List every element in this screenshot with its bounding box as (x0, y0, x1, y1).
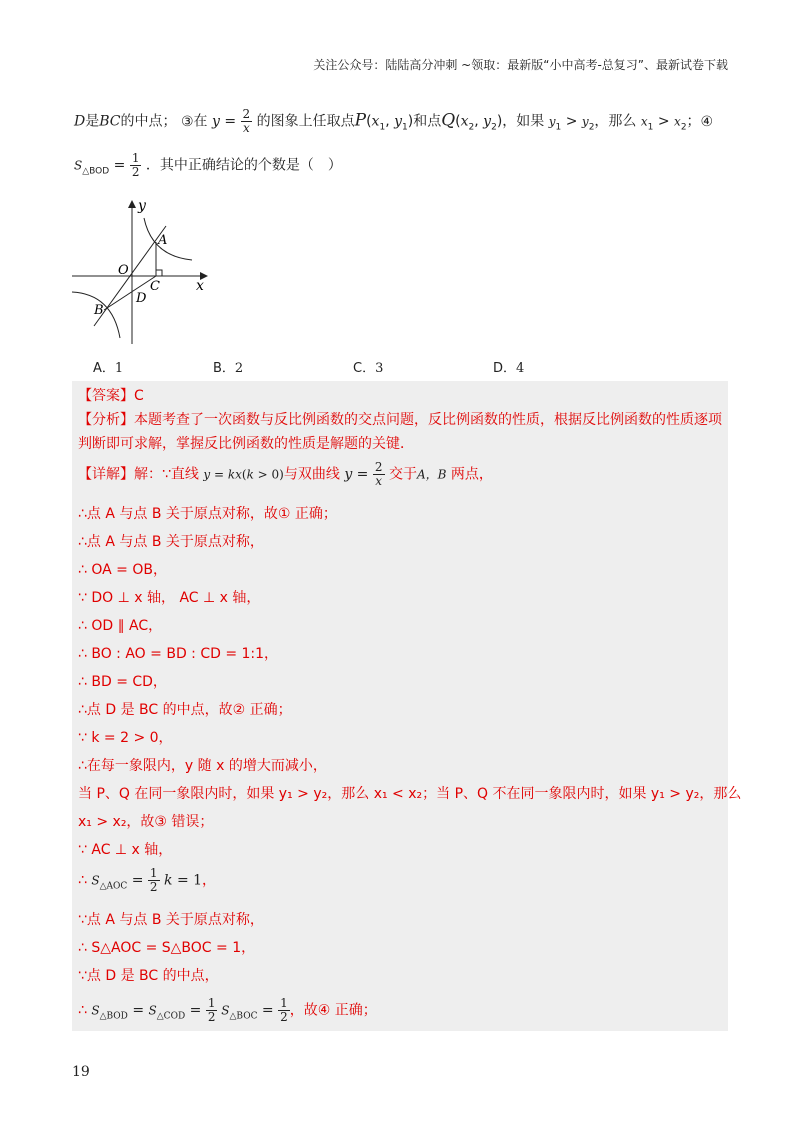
page-header: 关注公众号：陆陆高分冲刺 ~领取：最新版“小中高考-总复习”、最新试卷下载 (313, 58, 728, 72)
detail-line-11: ∴在每一象限内，y 随 x 的增大而减小， (78, 758, 327, 774)
right-angle-mark (156, 270, 162, 276)
detail-line-13: x₁ > x₂，故③ 错误； (78, 814, 214, 830)
page-number: 19 (72, 1064, 90, 1080)
option-b[interactable]: B．2 (213, 361, 244, 376)
label-a: A (158, 233, 168, 248)
detail-line-18: ∵点 D 是 BC 的中点， (78, 968, 219, 984)
segment-bc (104, 276, 156, 310)
label-y: y (138, 198, 146, 214)
detail-line-4: ∴ OA = OB， (78, 562, 167, 578)
detail-line-7: ∴ BO : AO = BD : CD = 1:1， (78, 646, 279, 662)
function-graph (70, 196, 210, 346)
detail-line-8: ∴ BD = CD， (78, 674, 167, 690)
detail-line-9: ∴点 D 是 BC 的中点，故② 正确； (78, 702, 292, 718)
option-c[interactable]: C．3 (353, 361, 384, 376)
detail-line-12: 当 P、Q 在同一象限内时，如果 y₁ > y₂，那么 x₁ < x₂；当 P、Q 不在同一象限内时，如果 y₁ > y₂，那么 (78, 786, 742, 802)
detail-line-6: ∴ OD ∥ AC， (78, 618, 163, 634)
hyperbola-branch-1 (144, 218, 192, 260)
detail-line-3: ∴点 A 与点 B 关于原点对称， (78, 534, 264, 550)
y-axis-arrow (128, 200, 136, 208)
detail-line-17: ∴ S△AOC = S△BOC = 1， (78, 940, 256, 956)
detail-line-2: ∴点 A 与点 B 关于原点对称，故① 正确； (78, 506, 337, 522)
detail-line-1: 【详解】解：∵直线 y = kx(k > 0)与双曲线 y = $\frac{2}{x}$ 交于A，B 两点， (78, 460, 493, 488)
label-b: B (94, 303, 104, 318)
label-o: O (118, 263, 129, 278)
detail-line-5: ∵ DO ⊥ x 轴， AC ⊥ x 轴， (78, 590, 261, 606)
detail-line-14: ∵ AC ⊥ x 轴， (78, 842, 173, 858)
option-d[interactable]: D．4 (493, 361, 525, 376)
question-line-2: $S_{\triangle BOD}$ = $\frac{1}{2}$ ．其中正确结论的个数是（ ） (74, 151, 342, 179)
question-line-1: D是BC的中点； ③在 y = $\frac{2}{x}$ 的图象上任取点$P(x_1$, $y_1$)和点$Q(x_2$, $y_2$)，如果 $y_1 > y_2$，那么 $x_1 > x_2$；④ (74, 107, 714, 135)
answer-line: 【答案】C (78, 388, 144, 404)
detail-line-16: ∵点 A 与点 B 关于原点对称， (78, 912, 264, 928)
solution-block (72, 381, 742, 1031)
label-d: D (136, 291, 147, 306)
option-a[interactable]: A．1 (93, 361, 124, 376)
detail-line-19: ∴ $S_{\triangle BOD} = S_{\triangle COD}$ = $\frac{1}{2}$ $S_{\triangle BOC}$ = $\frac{1}{2}$ ，故④ 正确； (78, 996, 377, 1024)
detail-line-10: ∵ k = 2 > 0， (78, 730, 173, 746)
analysis-line-2: 判断即可求解，掌握反比例函数的性质是解题的关键． (78, 436, 414, 452)
detail-line-15: ∴ $S_{\triangle AOC}$ = $\frac{1}{2}$ k = 1， (78, 866, 217, 894)
label-x: x (196, 278, 204, 294)
analysis-line-1: 【分析】本题考查了一次函数与反比例函数的交点问题，反比例函数的性质，根据反比例函数的性质逐项 (78, 412, 722, 428)
label-c: C (150, 279, 160, 294)
